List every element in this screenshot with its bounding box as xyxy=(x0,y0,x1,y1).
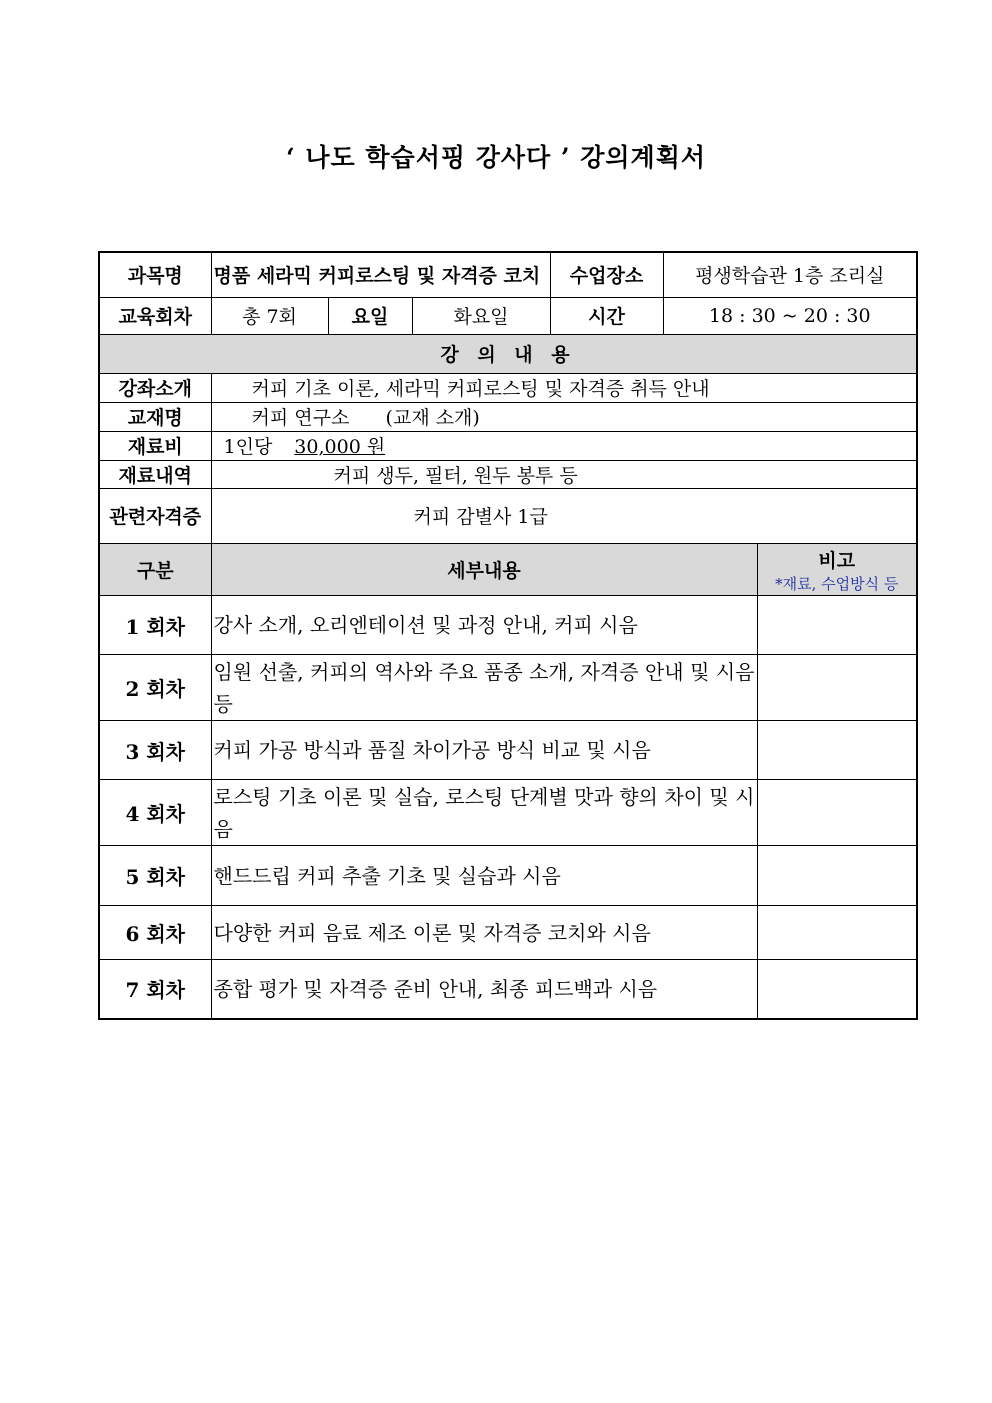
session-remark xyxy=(757,721,917,780)
session-label: 1 회차 xyxy=(99,596,211,655)
cert-value: 커피 감별사 1급 xyxy=(211,488,917,544)
session-content: 로스팅 기초 이론 및 실습, 로스팅 단계별 맛과 향의 차이 및 시음 xyxy=(211,780,757,846)
table-row xyxy=(99,906,917,960)
session-label: 2 회차 xyxy=(99,655,211,721)
remark-header xyxy=(757,544,917,596)
session-remark xyxy=(757,906,917,960)
session-label: 7 회차 xyxy=(99,960,211,1019)
table-row xyxy=(99,721,917,780)
division-header: 구분 xyxy=(99,544,211,596)
place-label: 수업장소 xyxy=(550,252,663,297)
time-value: 18 : 30 ~ 20 : 30 xyxy=(663,297,917,334)
course-info-table xyxy=(98,251,918,545)
session-content: 강사 소개, 오리엔테이션 및 과정 안내, 커피 시음 xyxy=(211,596,757,655)
session-remark xyxy=(757,960,917,1019)
fee-value xyxy=(211,431,917,460)
fee-prefix: 1인당 xyxy=(223,436,273,458)
content-header: 강 의 내 용 xyxy=(99,334,917,373)
fee-label: 재료비 xyxy=(99,431,211,460)
session-label: 6 회차 xyxy=(99,906,211,960)
session-content: 다양한 커피 음료 제조 이론 및 자격증 코치와 시음 xyxy=(211,906,757,960)
session-label: 5 회차 xyxy=(99,846,211,906)
subject-label: 과목명 xyxy=(99,252,211,297)
table-row xyxy=(99,655,917,721)
sessions-value: 총 7회 xyxy=(211,297,328,334)
session-label: 4 회차 xyxy=(99,780,211,846)
detail-header: 세부내용 xyxy=(211,544,757,596)
intro-value: 커피 기초 이론, 세라믹 커피로스팅 및 자격증 취득 안내 xyxy=(211,373,917,402)
session-content: 임원 선출, 커피의 역사와 주요 품종 소개, 자격증 안내 및 시음 등 xyxy=(211,655,757,721)
day-value: 화요일 xyxy=(412,297,550,334)
materials-label: 재료내역 xyxy=(99,460,211,488)
table-row xyxy=(99,846,917,906)
document-title: ‘ 나도 학습서핑 강사다 ’ 강의계획서 xyxy=(285,143,707,172)
table-row xyxy=(99,780,917,846)
intro-label: 강좌소개 xyxy=(99,373,211,402)
session-content: 커피 가공 방식과 품질 차이가공 방식 비교 및 시음 xyxy=(211,721,757,780)
cert-label: 관련자격증 xyxy=(99,488,211,544)
materials-value: 커피 생두, 필터, 원두 봉투 등 xyxy=(211,460,917,488)
fee-amount: 30,000 원 xyxy=(294,436,386,458)
textbook-label: 교재명 xyxy=(99,402,211,431)
time-label: 시간 xyxy=(550,297,663,334)
session-content: 종합 평가 및 자격증 준비 안내, 최종 피드백과 시음 xyxy=(211,960,757,1019)
session-content: 핸드드립 커피 추출 기초 및 실습과 시음 xyxy=(211,846,757,906)
table-row xyxy=(99,596,917,655)
place-value: 평생학습관 1층 조리실 xyxy=(663,252,917,297)
remark-title: 비고 xyxy=(818,549,856,572)
session-remark xyxy=(757,780,917,846)
textbook-value: 커피 연구소 (교재 소개) xyxy=(211,402,917,431)
subject-value: 명품 세라믹 커피로스팅 및 자격증 코치 xyxy=(211,252,550,297)
session-remark xyxy=(757,846,917,906)
session-remark xyxy=(757,596,917,655)
session-label: 3 회차 xyxy=(99,721,211,780)
remark-note: *재료, 수업방식 등 xyxy=(775,574,899,593)
session-remark xyxy=(757,655,917,721)
day-label: 요일 xyxy=(328,297,412,334)
sessions-label: 교육회차 xyxy=(99,297,211,334)
schedule-table xyxy=(98,543,918,1020)
table-row xyxy=(99,960,917,1019)
